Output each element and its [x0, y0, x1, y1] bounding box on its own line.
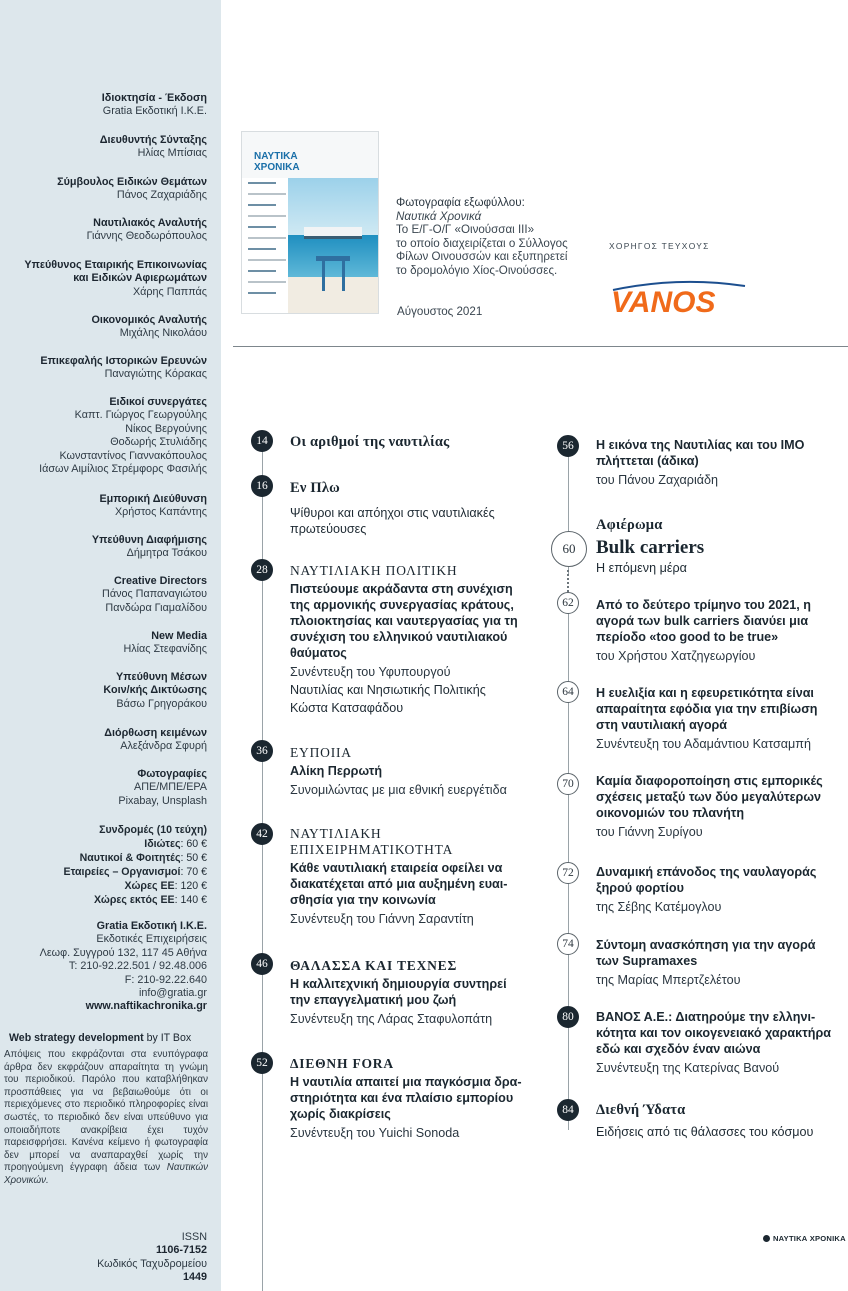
masthead-entry: Οικονομικός Αναλυτής Μιχάλης Νικολάου — [91, 314, 207, 340]
masthead-entry: Εμπορική Διεύθυνση Χρήστος Καπάντης — [99, 493, 207, 519]
masthead-entry: Φωτογραφίες ΑΠΕ/ΜΠΕ/EPA Pixabay, Unsplash — [118, 768, 207, 807]
toc-entry[interactable]: ΒΑΝΟΣ Α.Ε.: Διατηρούμε την ελληνι- κότητα και τον οικογενειακό χαρακτήρα εδώ και σχεδόν έναν αιώνα Συνέντευξη της Κατερίνας Βανού — [596, 1010, 832, 1075]
vanos-logo-text: VANOS — [611, 286, 716, 318]
page-number: 16 — [251, 475, 273, 497]
page-number: 62 — [557, 592, 579, 614]
toc-entry[interactable]: ΝΑΥΤΙΛΙΑΚΗ ΕΠΙΧΕΙΡΗΜΑΤΙΚΟΤΗΤΑ Κάθε ναυτιλιακή εταιρεία οφείλει να διακατέχεται από μια αυξημένη ευαι- σθησία για την κοινωνία Συνέντευξη του Γιάννη Σαραντίτη — [290, 826, 508, 926]
cover-chair — [322, 261, 325, 291]
toc-entry[interactable]: Η εικόνα της Ναυτιλίας και του ΙΜΟ πλήττεται (άδικα) του Πάνου Ζαχαριάδη — [596, 438, 805, 487]
masthead-entry: Ειδικοί συνεργάτες Καπτ. Γιώργος Γεωργούλης Νίκος Βεργούνης Θοδωρής Στυλιάδης Κωνσταντίνος Γιαννακόπουλος Ιάσων Αιμίλιος Στρέμφορς Φασιλής — [39, 396, 207, 476]
divider — [233, 346, 848, 347]
toc-entry[interactable]: Η ευελιξία και η εφευρετικότητα είναι απαραίτητα εφόδια για την επιβίωση στη ναυτιλιακή αγορά Συνέντευξη του Αδαμάντιου Κατσαμπή — [596, 686, 818, 751]
page-number: 60 — [551, 531, 587, 567]
page-number: 46 — [251, 953, 273, 975]
masthead-entry: Ιδιοκτησία - Έκδοση Gratia Εκδοτική Ι.Κ.Ε. — [101, 92, 207, 118]
page-number: 80 — [557, 1006, 579, 1028]
masthead-entry: Διευθυντής Σύνταξης Ηλίας Μπίσιας — [99, 134, 207, 160]
page-number: 70 — [557, 773, 579, 795]
page-number: 74 — [557, 933, 579, 955]
masthead-entry: Σύμβουλος Ειδικών Θεμάτων Πάνος Ζαχαριάδης — [57, 176, 207, 202]
vanos-logo — [611, 278, 747, 318]
toc-entry[interactable]: Καμία διαφοροποίηση στις εμπορικές σχέσεις μεταξύ των δύο μεγαλύτερων οικονομιών του πλανήτη του Γιάννη Συρίγου — [596, 774, 823, 839]
brand-dot-icon — [763, 1235, 770, 1242]
masthead-column — [0, 0, 221, 1291]
page-number: 36 — [251, 740, 273, 762]
web-strategy-credit: Web strategy development by IT Box — [9, 1032, 192, 1044]
masthead-entry: Διόρθωση κειμένων Αλεξάνδρα Σφυρή — [104, 727, 207, 753]
page-number: 52 — [251, 1052, 273, 1074]
toc-entry[interactable]: Από το δεύτερο τρίμηνο του 2021, η αγορά των bulk carriers διανύει μια περίοδο «too good to be true» του Χρήστου Χατζηγεωργίου — [596, 598, 811, 663]
sponsor-label: ΧΟΡΗΓΟΣ ΤΕΥΧΟΥΣ — [609, 241, 710, 251]
masthead-entry: Επικεφαλής Ιστορικών Ερευνών Παναγιώτης Κόρακας — [40, 355, 207, 381]
toc-entry[interactable]: ΕΥΠΟΙΙΑ Αλίκη Περρωτή Συνομιλώντας με μια εθνική ευεργέτιδα — [290, 745, 507, 797]
page-number: 14 — [251, 430, 273, 452]
page-number: 84 — [557, 1099, 579, 1121]
masthead-entry: Υπεύθυνη Μέσων Κοιν/κής Δικτύωσης Βάσω Γρηγοράκου — [103, 671, 207, 710]
subscriptions: Συνδρομές (10 τεύχη) Ιδιώτες: 60 € Ναυτικοί & Φοιτητές: 50 € Εταιρείες – Οργανισμοί: 70 € Χώρες ΕΕ: 120 € Χώρες εκτός ΕΕ: 140 € — [63, 824, 207, 906]
toc-entry[interactable]: Σύντομη ανασκόπηση για την αγορά των Supramaxes της Μαρίας Μπερτζελέτου — [596, 938, 816, 987]
cover-logo: ΝΑΥΤΙΚΑ ΧΡΟΝΙΚΑ — [254, 151, 300, 173]
cover-contents-list — [248, 182, 286, 303]
toc-entry[interactable]: Αφιέρωμα Bulk carriers Η επόμενη μέρα — [596, 517, 705, 575]
masthead-entry: Υπεύθυνη Διαφήμισης Δήμητρα Τσάκου — [91, 534, 207, 560]
page-number: 72 — [557, 862, 579, 884]
cover-caption: Φωτογραφία εξωφύλλου: Ναυτικά Χρονικά Το Ε/Γ-Ο/Γ «Οινούσσαι ΙΙΙ» το οποίο διαχειρίζεται ο Σύλλογος Φίλων Οινουσσών και εξυπηρετεί το δρομολόγιο Χίος-Οινούσσες. — [396, 196, 568, 277]
toc-entry[interactable]: ΘΑΛΑΣΣΑ ΚΑΙ ΤΕΧΝΕΣ Η καλλιτεχνική δημιουργία συντηρεί την επαγγελματική μου ζωή Συνέντευξη της Λάρας Σταφυλοπάτη — [290, 958, 507, 1026]
toc-entry[interactable]: Διεθνή Ύδατα Ειδήσεις από τις θάλασσες του κόσμου — [596, 1102, 814, 1139]
toc-entry[interactable]: Δυναμική επάνοδος της ναυλαγοράς ξηρού φορτίου της Σέβης Κατέμογλου — [596, 865, 817, 914]
page-number: 56 — [557, 435, 579, 457]
masthead-entry: Υπεύθυνος Εταιρικής Επικοινωνίας και Ειδικών Αφιερωμάτων Χάρης Παππάς — [24, 259, 207, 298]
cover-ship — [304, 227, 362, 239]
masthead-entry: Ναυτιλιακός Αναλυτής Γιάννης Θεοδωρόπουλος — [86, 217, 207, 243]
disclaimer: Απόψεις που εκφράζονται στα ενυπόγραφα άρθρα δεν εκφράζουν απαραίτητα τη γνώμη του περιοδικού. Παρόλο που καταβλήθηκαν προσπάθειες για να βεβαιωθούμε ότι οι περιεχόμενες στο περιοδικό πληροφορίες είναι σωστές, το περιοδικό δεν είναι υπεύθυνο για οποιαδήποτε ανακρίβεια έχει τυχόν παρεισφρήσει. Κανένα κείμενο ή φωτογραφία δεν μπορεί να αναπαραχθεί χωρίς την προηγούμενη έγγραφη άδεια των Ναυτικών Χρονικών. — [4, 1049, 208, 1186]
cover-thumbnail — [241, 131, 379, 314]
issn: ISSN 1106-7152 Κωδικός Ταχυδρομείου 1449 — [97, 1231, 207, 1284]
masthead-entry: New Media Ηλίας Στεφανίδης — [123, 630, 207, 656]
masthead-entry: Creative Directors Πάνος Παπαναγιώτου Πανδώρα Γιαμαλίδου — [102, 575, 207, 614]
email-link[interactable]: info@gratia.gr — [139, 987, 207, 1000]
toc-entry[interactable]: Εν Πλω Ψίθυροι και απόηχοι στις ναυτιλιακές πρωτεύουσες — [290, 480, 495, 536]
toc-entry[interactable]: ΝΑΥΤΙΛΙΑΚΗ ΠΟΛΙΤΙΚΗ Πιστεύουμε ακράδαντα στη συνέχιση της αρμονικής συνεργασίας κράτους, πλοιοκτησίας και ναυτεργασίας για τη συνέχιση του ελληνικού ναυτιλιακού θαύματος Συνέντευξη του Υφυπουργού Ναυτιλίας και Νησιωτικής Πολιτικής Κώστα Κατσαφάδου — [290, 563, 518, 715]
publisher-info: Gratia Εκδοτική Ι.Κ.Ε. Εκδοτικές Επιχειρήσεις Λεωφ. Συγγρού 132, 117 45 Αθήνα T: 210-92.22.501 / 92.48.006 F: 210-92.22.640 info@gratia.gr www.naftikachronika.gr — [39, 920, 207, 1013]
cover-chair — [342, 261, 345, 291]
issue-date: Αύγουστος 2021 — [397, 305, 483, 318]
footer-brand: ΝΑΥΤΙΚΑ ΧΡΟΝΙΚΑ — [763, 1234, 846, 1243]
website-link[interactable]: www.naftikachronika.gr — [85, 1000, 207, 1013]
page-number: 64 — [557, 681, 579, 703]
toc-entry[interactable]: ΔΙΕΘΝΗ FORA Η ναυτιλία απαιτεί μια παγκόσμια δρα- στηριότητα και ένα πλαίσιο εμπορίου χωρίς διακρίσεις Συνέντευξη του Yuichi Sonoda — [290, 1056, 522, 1140]
toc-entry[interactable]: Οι αριθμοί της ναυτιλίας — [290, 434, 450, 450]
cover-deck — [288, 277, 379, 314]
page-number: 42 — [251, 823, 273, 845]
page-number: 28 — [251, 559, 273, 581]
